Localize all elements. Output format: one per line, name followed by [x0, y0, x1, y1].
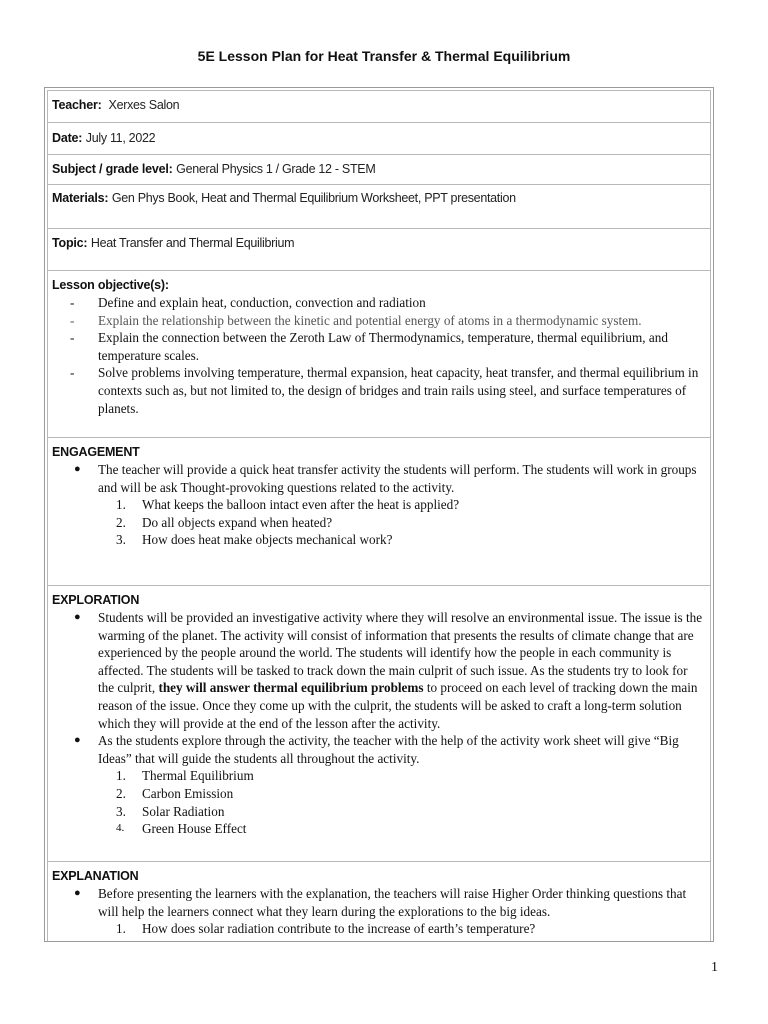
subject-value: General Physics 1 / Grade 12 - STEM [176, 162, 376, 176]
big-idea-item: 3. Solar Radiation [116, 803, 225, 819]
question-item: 2. Do all objects expand when heated? [116, 514, 333, 530]
teacher-value: Xerxes Salon [108, 98, 180, 112]
teacher-label: Teacher: [52, 98, 102, 112]
topic-label: Topic: [52, 236, 88, 250]
teacher-row [48, 91, 710, 123]
big-idea-item: 1. Thermal Equilibrium [116, 768, 254, 784]
date-row [48, 123, 710, 155]
explanation-bullet: ● Before presenting the learners with the explanation, the teachers will raise Higher Order thinking questions that will help the learners connect what they learn during the explorations to the big ideas. [74, 886, 687, 919]
exploration-bullet: ● Students will be provided an investigative activity where they will resolve an environmental issue. The issue is the warming of the planet. The activity will consist of information that presents the results of climate change that are experienced by the people around the world. The students will identify how the people in each community is affected. The students will be tasked to track down the main culprit of such issue. As the students try to look for the culprit, they will answer thermal equilibrium problems to proceed on each level of tracking down the main reason of the issue. Once they come up with the culprit, the students will be asked to craft a long-term solution which they will provide at the end of the lesson after the activity. [74, 610, 703, 731]
exploration-bullet: ● As the students explore through the activity, the teacher with the help of the activity work sheet will give “Big Ideas” that will guide the students all throughout the activity. [74, 733, 679, 766]
subject-label: Subject / grade level: [52, 162, 173, 176]
question-item: 1. What keeps the balloon intact even after the heat is applied? [116, 497, 460, 513]
materials-row [48, 185, 710, 229]
objective-item: - Define and explain heat, conduction, convection and radiation [70, 295, 426, 310]
objective-item: - Explain the connection between the Zeroth Law of Thermodynamics, temperature, thermal equilibrium, and temperature scales. [70, 330, 668, 363]
document-title: 5E Lesson Plan for Heat Transfer & Thermal Equilibrium [197, 48, 571, 64]
materials-value: Gen Phys Book, Heat and Thermal Equilibrium Worksheet, PPT presentation [111, 191, 516, 205]
exploration-title: EXPLORATION [52, 593, 140, 607]
explanation-title: EXPLANATION [52, 869, 139, 883]
explanation-section [48, 862, 710, 944]
topic-value: Heat Transfer and Thermal Equilibrium [90, 236, 295, 250]
question-item: 1. How does solar radiation contribute to the increase of earth’s temperature? [116, 921, 536, 937]
objective-item: - Explain the relationship between the kinetic and potential energy of atoms in a thermodynamic system. [70, 312, 642, 328]
big-idea-item: 4. Green House Effect [116, 821, 247, 837]
engagement-title: ENGAGEMENT [52, 445, 140, 459]
big-idea-item: 2. Carbon Emission [116, 785, 234, 801]
objectives-label: Lesson objective(s): [52, 278, 169, 292]
engagement-section [48, 438, 710, 586]
date-label: Date: [52, 131, 83, 145]
exploration-section [48, 586, 710, 862]
question-item: 3. How does heat make objects mechanical work? [116, 532, 393, 548]
objective-item: - Solve problems involving temperature, thermal expansion, heat capacity, heat transfer, and thermal equilibrium in contexts such as, but not limited to, the design of bridges and train rails using steel, and surface temperatures of planets. [70, 365, 699, 416]
date-value: July 11, 2022 [85, 131, 156, 145]
objectives-row [48, 271, 710, 438]
topic-row [48, 229, 710, 271]
materials-label: Materials: [52, 191, 109, 205]
subject-row [48, 155, 710, 185]
engagement-bullet: ● The teacher will provide a quick heat transfer activity the students will perform. The students will work in groups and will be ask Thought-provoking questions related to the activity. [74, 462, 697, 495]
page-number: 1 [711, 960, 718, 975]
lesson-plan-table [44, 87, 714, 942]
